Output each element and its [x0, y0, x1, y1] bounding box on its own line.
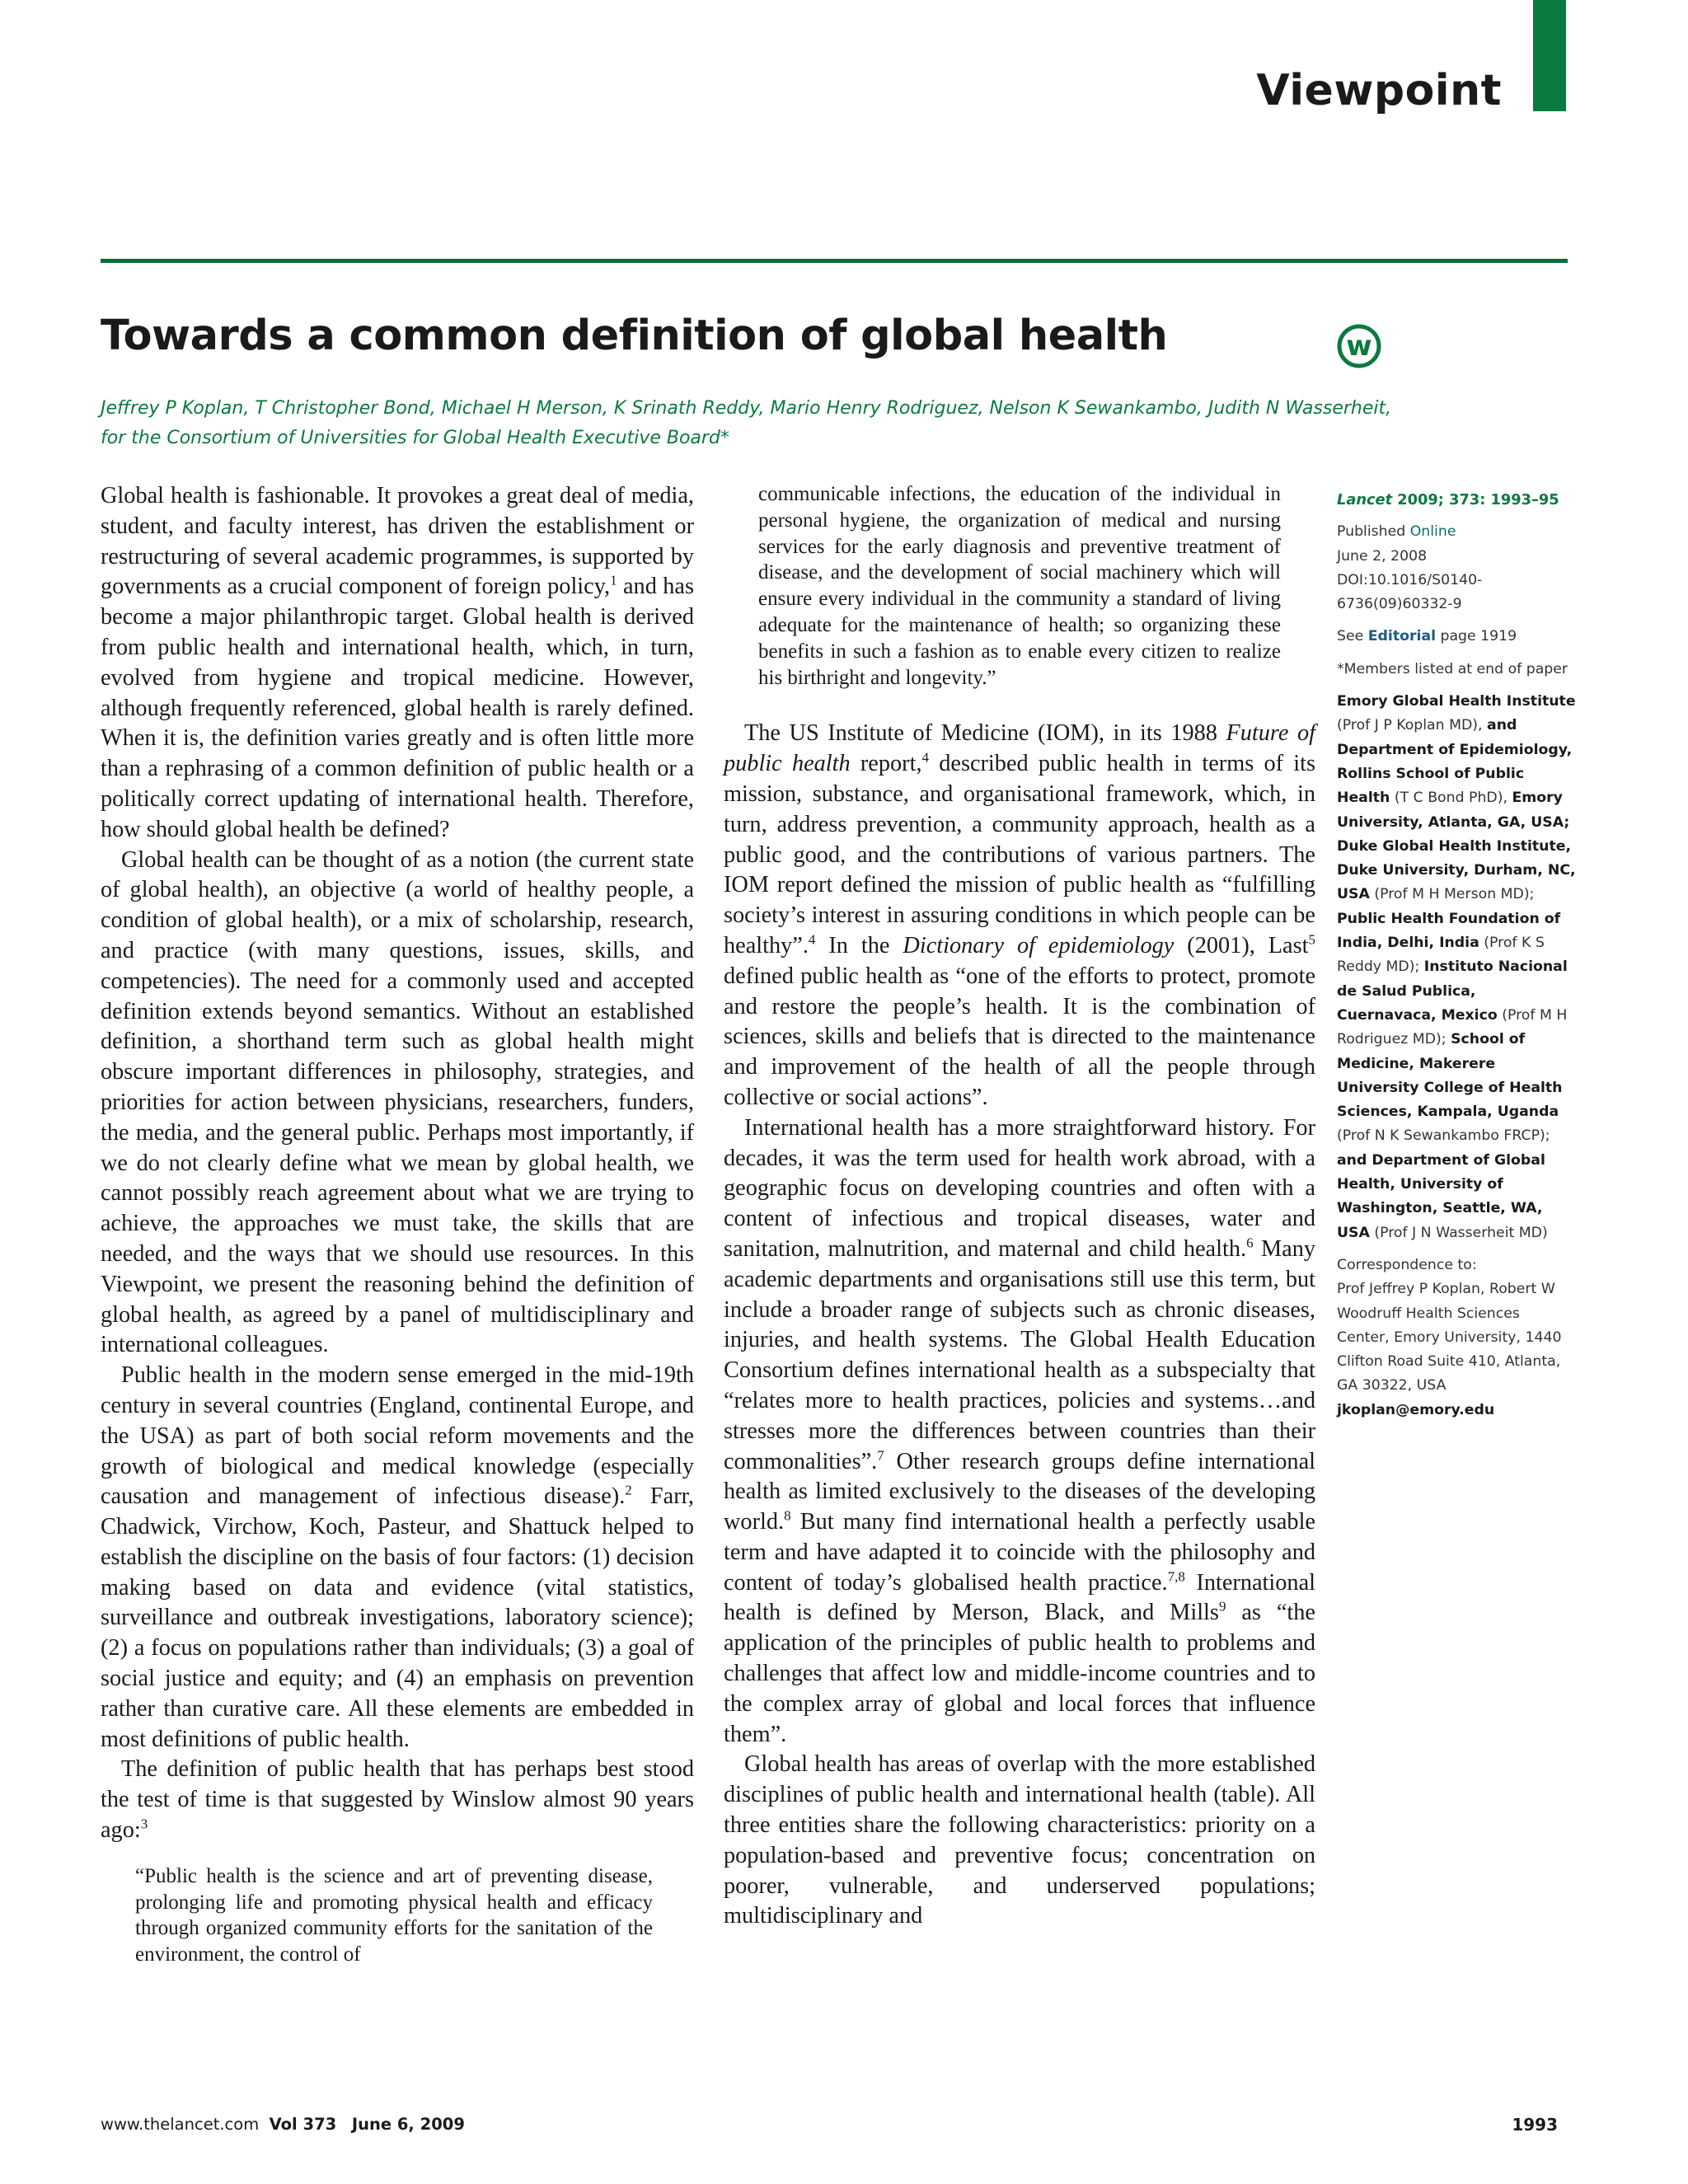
paragraph: Global health is fashionable. It provokes a great deal of media, student, and faculty interest, has driven the establishment or restructuring of several academic programmes, is supported by governments as a crucial component of foreign policy,$^1$ and has become a major philanthropic target. Global health is derived from public health and international health, which, in turn, evolved from hygiene and tropical medicine. However, although frequently referenced, global health is rarely defined. When it is, the definition varies greatly and is often little more than a rephrasing of a common definition of public health or a politically correct updating of international health. Therefore, how should global health be defined? — [101, 483, 694, 842]
reference-marker[interactable]: 4 — [921, 749, 930, 766]
reference-marker[interactable]: 2 — [625, 1482, 632, 1498]
author-line-1: Jeffrey P Koplan, T Christopher Bond, Michael H Merson, K Srinath Reddy, Mario Henry Rodriguez, Nelson K Sewankambo, Judith N Wasserheit, — [101, 398, 1392, 419]
online-link[interactable]: Online — [1409, 523, 1456, 541]
block-quote-continued: communicable infections, the education of the individual in personal hygiene, the organization of medical and nursing services for the early diagnosis and preventive treatment of disease, and the development of social machinery which will ensure every individual in the community a standard of living adequate for the maintenance of health; so organizing these benefits in such a fashion as to enable every citizen to realize his birthright and longevity.” — [758, 483, 1281, 689]
editorial-link[interactable]: Editorial — [1367, 628, 1436, 645]
body-column-2 — [724, 481, 1315, 1932]
page-number: 1993 — [1512, 2115, 1558, 2135]
footer-journal-info: www.thelancet.com Vol 373 June 6, 2009 — [101, 2115, 465, 2134]
members-note: *Members listed at end of paper — [1337, 660, 1568, 677]
see-editorial: See Editorial page 1919 — [1337, 628, 1517, 645]
reference-marker[interactable]: 7 — [877, 1447, 884, 1464]
email-link[interactable]: jkoplan@emory.edu — [1337, 1401, 1495, 1418]
header-rule — [101, 259, 1568, 263]
paragraph: Global health has areas of overlap with the more established disciplines of public health and international health (table). All three entities share the following characteristics: priority on a population-based and preventive focus; concentration on poorer, vulnerable, and underserved populations; multidisciplinary and — [724, 1751, 1315, 1929]
sidebar-metadata — [1337, 488, 1576, 1431]
footer-site[interactable]: www.thelancet.com — [101, 2115, 260, 2134]
correspondence: Correspondence to: Prof Jeffrey P Koplan, Robert W Woodruff Health Sciences Center, Emory University, 1440 Clifton Road Suite 410, Atlanta, GA 30322, USA jkoplan@emory.edu — [1337, 1256, 1562, 1418]
doi: DOI:10.1016/S0140-6736(09)60332-9 — [1337, 571, 1483, 613]
paragraph: Global health can be thought of as a notion (the current state of global health), an objective (a world of healthy people, a condition of global health), or a mix of scholarship, research, and practice (with many questions, issues, skills, and competencies). The need for a commonly used and accepted definition extends beyond semantics. Without an established definition, a shorthand term such as global health might obscure important differences in philosophy, strategies, and priorities for action between physicians, researchers, funders, the media, and the general public. Perhaps most importantly, if we do not clearly define what we mean by global health, we cannot possibly reach agreement about what we are trying to achieve, the approaches we must take, the skills that are needed, and the ways that we should use resources. In this Viewpoint, we present the reasoning behind the definition of global health, as agreed by a panel of multidisciplinary and international colleagues. — [101, 846, 694, 1358]
article-title: Towards a common definition of global health — [101, 312, 1168, 360]
reference-marker[interactable]: 6 — [1246, 1235, 1254, 1251]
section-tab-marker — [1533, 0, 1566, 111]
paragraph: International health has a more straightforward history. For decades, it was the term used for health work abroad, with a geographic focus on developing countries and often with a content of infectious and tropical diseases, water and sanitation, malnutrition, and maternal and child health.$^6$ Many academic departments and organisations still use this term, but include a broader range of subjects such as chronic diseases, injuries, and health systems. The Global Health Education Consortium defines international health as a subspecialty that “relates more to health practices, policies and systems…and stresses more the differences between countries than their commonalities”.$^7$ Other research groups define international health as limited exclusively to the diseases of the developing world.$^8$ But many find international health a perfectly usable term and have adapted it to coincide with the philosophy and content of today’s globalised health practice.$^{7,8}$ International health is defined by Merson, Black, and Mills$^9$ as “the application of the principles of public health to problems and challenges that affect low and middle-income countries and to the complex array of global and local forces that influence them”. — [724, 1114, 1316, 1747]
reference-marker[interactable]: 4 — [808, 931, 816, 948]
reference-marker[interactable]: 1 — [610, 572, 617, 588]
w-open-access-icon[interactable] — [1334, 320, 1385, 371]
reference-marker[interactable]: 3 — [140, 1816, 148, 1832]
svg-text:w: w — [1346, 330, 1372, 363]
reference-marker[interactable]: 5 — [1308, 931, 1315, 948]
block-quote: “Public health is the science and art of preventing disease, prolonging life and promoting physical health and efficacy through organized community efforts for the sanitation of the environment, the control of — [135, 1864, 653, 1966]
author-list — [101, 394, 1392, 453]
paragraph: The US Institute of Medicine (IOM), in its 1988 Future of public health report,$^4$ described public health in terms of its mission, substance, and organisational framework, which, in turn, address prevention, a community approach, health as a public good, and the contributions of various partners. The IOM report defined the mission of public health as “fulfilling society’s interest in assuring conditions in which people can be healthy”.$^4$ In the Dictionary of epidemiology (2001), Last$^5$ defined public health as “one of the efforts to protect, promote and restore the people’s health. It is the combination of sciences, skills and beliefs that is directed to the maintenance and improvement of the health of all the people through collective or social actions”. — [724, 720, 1315, 1110]
citation: Lancet 2009; 373: 1993–95 — [1337, 491, 1559, 509]
reference-marker[interactable]: 8 — [784, 1507, 791, 1524]
author-line-2: for the Consortium of Universities for Global Health Executive Board* — [101, 428, 729, 448]
body-column-1 — [101, 481, 694, 1968]
publication-info: Published Online June 2, 2008 DOI:10.1016/S0140-6736(09)60332-9 — [1337, 523, 1483, 613]
paragraph: The definition of public health that has perhaps best stood the test of time is that suggested by Winslow almost 90 years ago:$^3$ — [101, 1756, 694, 1844]
section-label: Viewpoint — [1256, 66, 1502, 115]
affiliations: Emory Global Health Institute (Prof J P Koplan MD), and Department of Epidemiology, Rollins School of Public Health (T C Bond PhD), Emory University, Atlanta, GA, USA; Duke Global Health Institute, Duke University, Durham, NC, USA (Prof M H Merson MD); Public Health Foundation of India, Delhi, India (Prof K S Reddy MD); Instituto Nacional de Salud Publica, Cuernavaca, Mexico (Prof M H Rodriguez MD); School of Medicine, Makerere University College of Health Sciences, Kampala, Uganda (Prof N K Sewankambo FRCP); and Department of Global Health, University of Washington, Seattle, WA, USA (Prof J N Wasserheit MD) — [1337, 693, 1576, 1241]
reference-marker[interactable]: 7,8 — [1167, 1568, 1185, 1585]
reference-marker[interactable]: 9 — [1218, 1599, 1226, 1615]
paragraph: Public health in the modern sense emerged in the mid-19th century in several countries (England, continental Europe, and the USA) as part of both social reform movements and the growth of biological and medical knowledge (especially causation and management of infectious disease).$^2$ Farr, Chadwick, Virchow, Koch, Pasteur, and Shattuck helped to establish the discipline on the basis of four factors: (1) decision making based on data and evidence (vital statistics, surveillance and outbreak investigations, laboratory science); (2) a focus on populations rather than individuals; (3) a goal of social justice and equity; and (4) an emphasis on prevention rather than curative care. All these elements are embedded in most definitions of public health. — [101, 1362, 694, 1752]
